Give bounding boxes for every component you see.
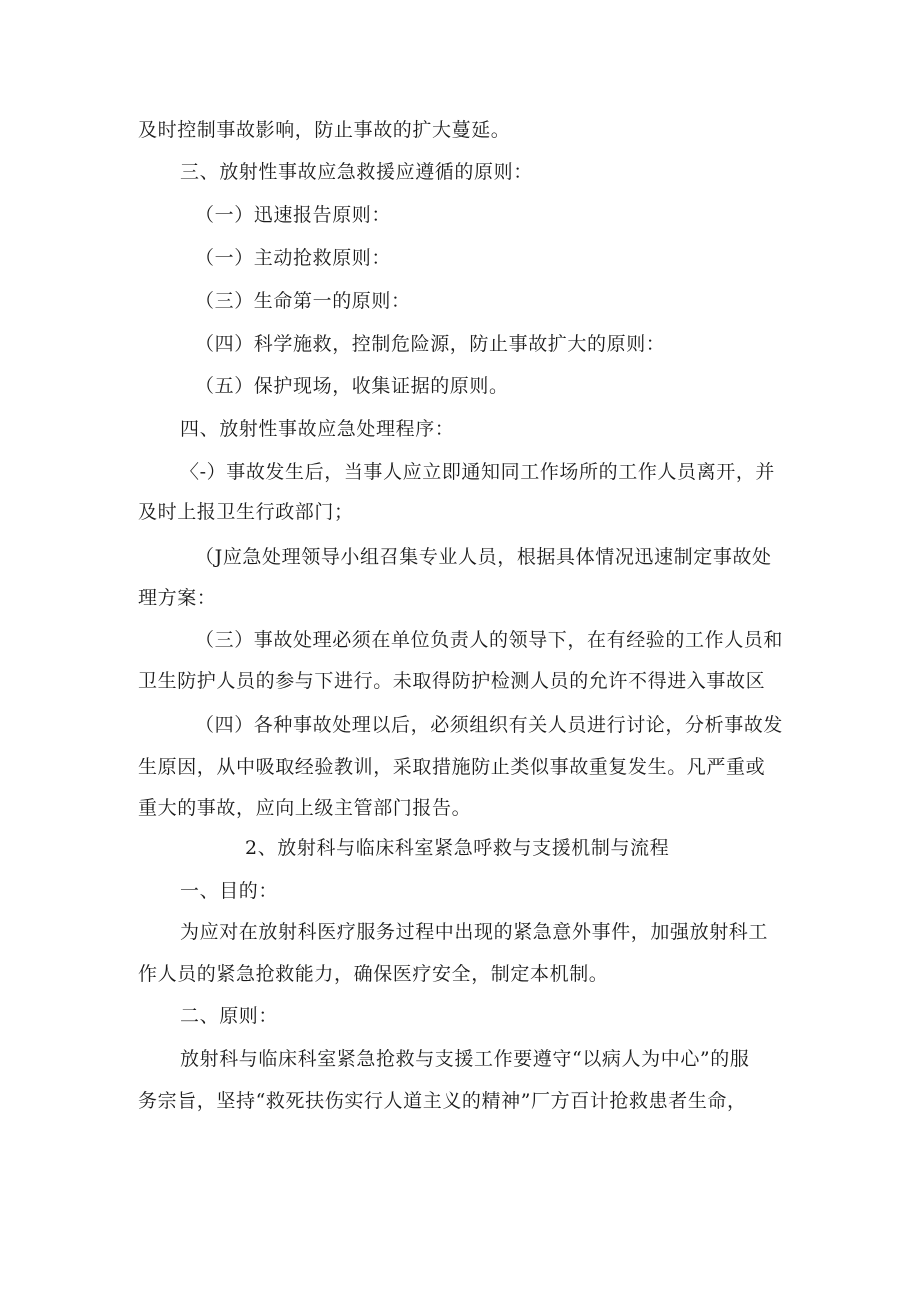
list-item: （一）主动抢救原则：: [195, 247, 392, 269]
section-heading: 二、原则：: [180, 1005, 279, 1027]
text-line: 及时控制事故影响，防止事故的扩大蔓延。: [138, 119, 511, 141]
paragraph-line: 〈-）事故发生后，当事人应立即通知同工作场所的工作人员离开，并: [180, 461, 776, 483]
paragraph-line: 理方案：: [138, 587, 217, 609]
list-item: （三）生命第一的原则：: [195, 290, 411, 312]
paragraph-line: 放射科与临床科室紧急抢救与支援工作要遵守“以病人为中心”的服: [180, 1048, 750, 1070]
paragraph-line: （四）各种事故处理以后，必须组织有关人员进行讨论，分析事故发: [195, 714, 784, 736]
paragraph-line: 重大的事故，应向上级主管部门报告。: [138, 797, 472, 819]
paragraph-line: （三）事故处理必须在单位负责人的领导下，在有经验的工作人员和: [195, 629, 784, 651]
paragraph-line: 为应对在放射科医疗服务过程中出现的紧急意外事件，加强放射科工: [180, 921, 769, 943]
list-item: （一）迅速报告原则：: [195, 204, 392, 226]
paragraph-line: （J应急处理领导小组召集专业人员，根据具体情况迅速制定事故处: [195, 546, 772, 568]
paragraph-line: 作人员的紧急抢救能力，确保医疗安全，制定本机制。: [138, 963, 609, 985]
list-item: （四）科学施救，控制危险源，防止事故扩大的原则：: [195, 333, 666, 355]
section-heading: 一、目的：: [180, 880, 279, 902]
section-heading: 三、放射性事故应急救援应遵循的原则：: [180, 161, 533, 183]
paragraph-line: 务宗旨，坚持“救死扶伤实行人道主义的精神”厂方百计抢救患者生命，: [138, 1090, 747, 1112]
section-heading: 四、放射性事故应急处理程序：: [180, 418, 455, 440]
paragraph-line: 卫生防护人员的参与下进行。未取得防护检测人员的允许不得进入事故区: [138, 670, 766, 692]
list-item: （五）保护现场，收集证据的原则。: [195, 375, 509, 397]
chapter-title: 2、放射科与临床科室紧急呼救与支援机制与流程: [245, 837, 670, 859]
paragraph-line: 生原因，从中吸取经验教训，采取措施防止类似事故重复发生。凡严重或: [138, 756, 766, 778]
paragraph-line: 及时上报卫生行政部门；: [138, 501, 354, 523]
